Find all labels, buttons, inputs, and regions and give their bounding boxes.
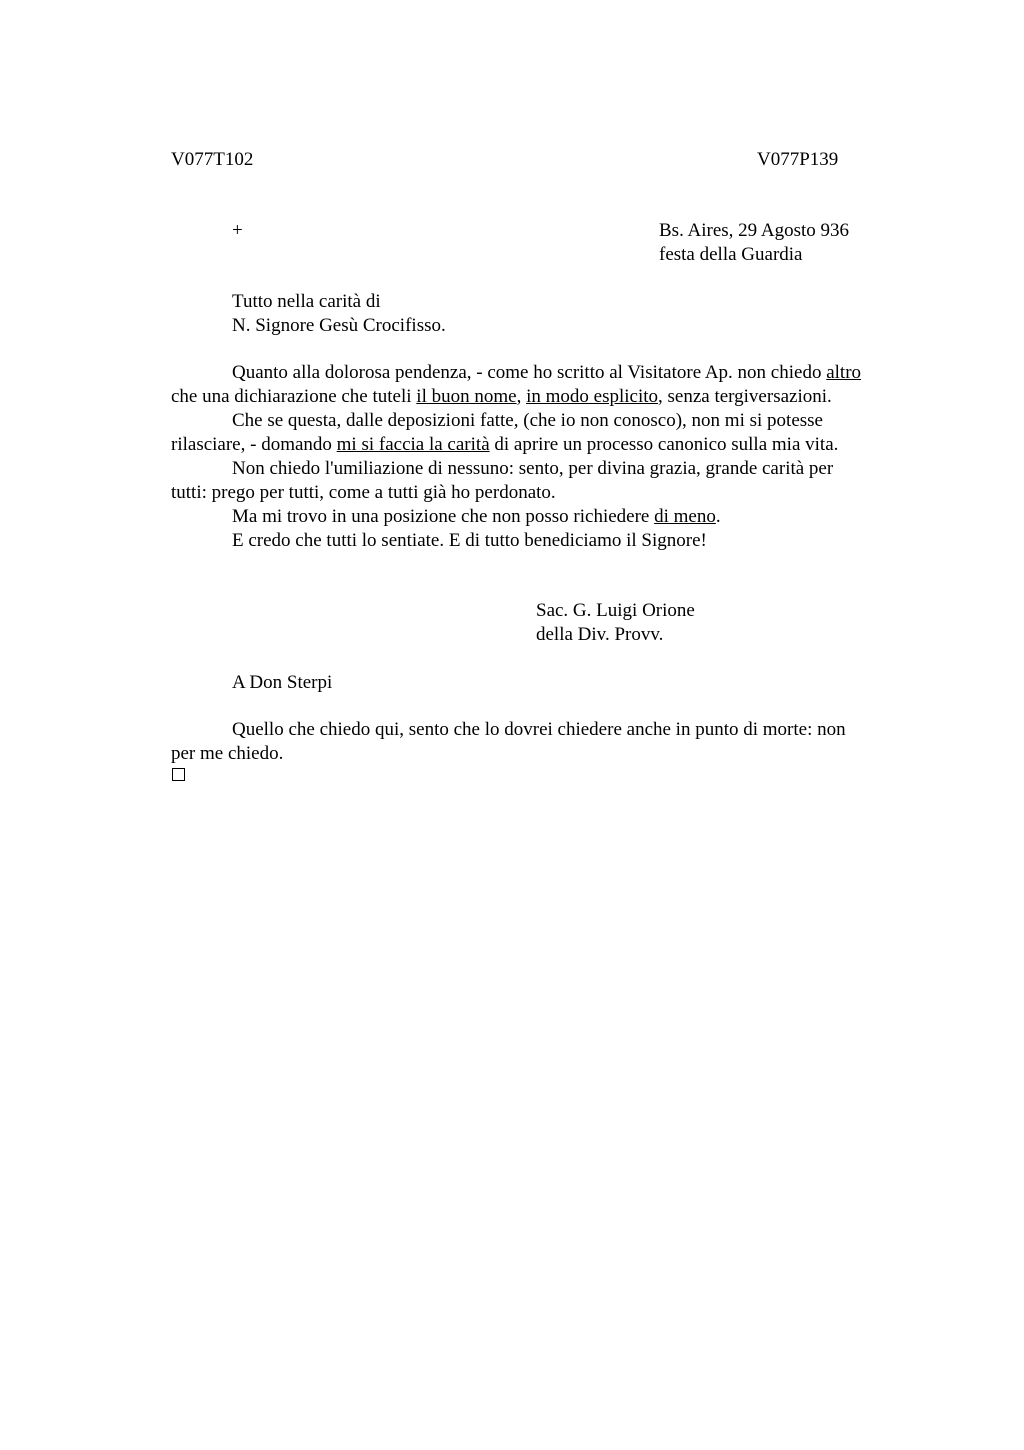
salutation	[232, 290, 446, 338]
text-run: .	[715, 506, 721, 527]
signature	[536, 599, 695, 647]
text-run: Che se questa, dalle deposizioni fatte, (che io non conosco), non mi si potesse	[232, 410, 823, 431]
text-run: tutti: prego per tutti, come a tutti già ho perdonato.	[171, 482, 556, 503]
text-run: che una dichiarazione che tuteli	[171, 386, 417, 407]
body-line	[171, 481, 931, 505]
body-line	[171, 529, 931, 553]
document-code-left: V077T102	[171, 149, 254, 170]
text-run: ,	[516, 386, 527, 407]
place-date	[659, 219, 849, 267]
end-marker-box	[172, 768, 185, 781]
text-run: E credo che tutti lo sentiate. E di tutto benediciamo il Signore!	[232, 530, 707, 551]
text-run: Quanto alla dolorosa pendenza, - come ho scritto al Visitatore Ap. non chiedo	[232, 362, 827, 383]
signature-name: Sac. G. Luigi Orione	[536, 600, 695, 621]
salutation-line-1: Tutto nella carità di	[232, 291, 381, 312]
underlined-text: in modo esplicito	[526, 386, 659, 407]
postscript-line: Quello che chiedo qui, sento che lo dovrei chiedere anche in punto di morte: non	[232, 719, 846, 740]
underlined-text: di meno	[654, 506, 716, 527]
body-line	[171, 433, 931, 457]
text-run: di aprire un processo canonico sulla mia vita.	[489, 434, 839, 455]
body-line	[171, 505, 931, 529]
place-date-line: Bs. Aires, 29 Agosto 936	[659, 220, 850, 241]
text-run: , senza tergiversazioni.	[658, 386, 832, 407]
cross-mark: +	[232, 220, 243, 241]
document-code-right: V077P139	[757, 149, 839, 170]
letter-body	[171, 361, 931, 553]
body-line	[171, 361, 931, 385]
salutation-line-2: N. Signore Gesù Crocifisso.	[232, 315, 446, 336]
postscript	[171, 718, 931, 766]
underlined-text: il buon nome	[416, 386, 517, 407]
text-run: Ma mi trovo in una posizione che non posso richiedere	[232, 506, 655, 527]
body-line	[171, 385, 931, 409]
signature-title: della Div. Provv.	[536, 624, 664, 645]
underlined-text: mi si faccia la carità	[336, 434, 490, 455]
body-line	[171, 409, 931, 433]
feast-line: festa della Guardia	[659, 244, 803, 265]
underlined-text: altro	[826, 362, 862, 383]
text-run: rilasciare, - domando	[171, 434, 337, 455]
postscript-line: per me chiedo.	[171, 743, 284, 764]
recipient: A Don Sterpi	[232, 672, 333, 693]
text-run: Non chiedo l'umiliazione di nessuno: sento, per divina grazia, grande carità per	[232, 458, 834, 479]
body-line	[171, 457, 931, 481]
